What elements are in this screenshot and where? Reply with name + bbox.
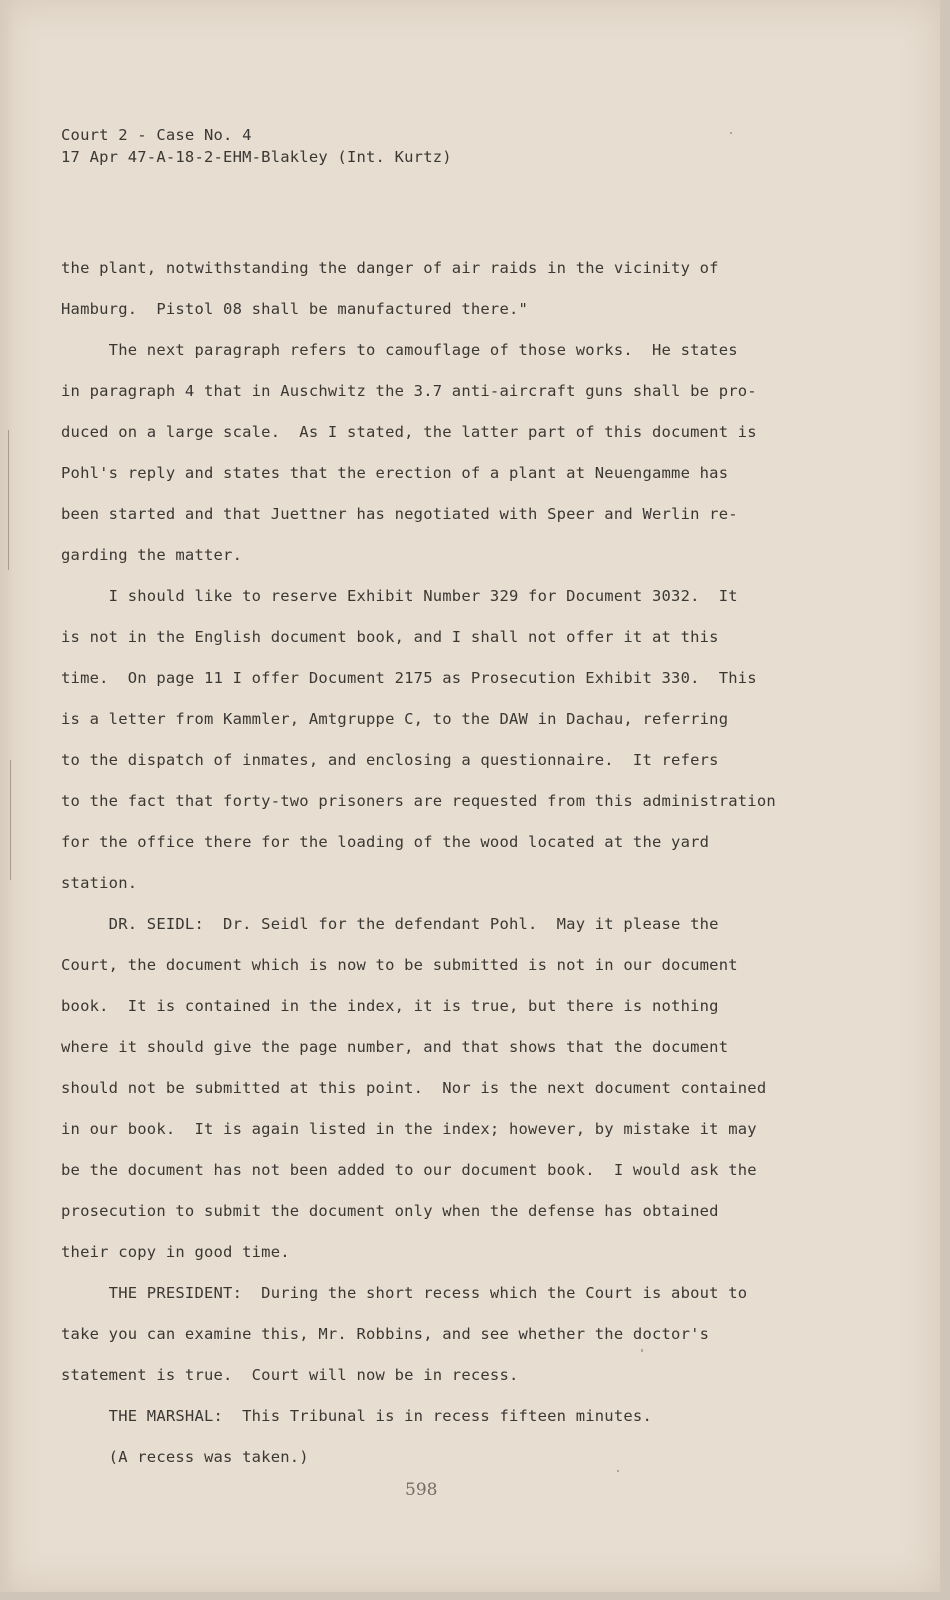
transcript-line-2: Hamburg. Pistol 08 shall be manufactured there." [61,300,529,318]
transcript-line-5: duced on a large scale. As I stated, the latter part of this document is [61,423,757,441]
transcript-line-22: in our book. It is again listed in the index; however, by mistake it may [61,1120,757,1138]
transcript-line-20: where it should give the page number, and that shows that the document [61,1038,729,1056]
transcript-line-13: to the dispatch of inmates, and enclosing a questionnaire. It refers [61,751,719,769]
paper-speck [617,1470,619,1472]
transcript-line-12: is a letter from Kammler, Amtgruppe C, to the DAW in Dachau, referring [61,710,729,728]
document-header [61,124,452,168]
transcript-line-6: Pohl's reply and states that the erection of a plant at Neuengamme has [61,464,729,482]
transcript-line-29: THE MARSHAL: This Tribunal is in recess fifteen minutes. [61,1407,652,1425]
transcript-body [61,248,891,1478]
transcript-line-30: (A recess was taken.) [61,1448,309,1466]
transcript-line-8: garding the matter. [61,546,243,564]
binding-edge-mark [8,430,9,570]
transcript-line-4: in paragraph 4 that in Auschwitz the 3.7 anti-aircraft guns shall be pro- [61,382,757,400]
paper-speck [730,132,732,134]
transcript-line-14: to the fact that forty-two prisoners are requested from this administration [61,792,776,810]
transcript-line-11: time. On page 11 I offer Document 2175 as Prosecution Exhibit 330. This [61,669,757,687]
transcript-line-19: book. It is contained in the index, it is true, but there is nothing [61,997,719,1015]
case-line: Court 2 - Case No. 4 [61,126,252,144]
transcript-line-1: the plant, notwithstanding the danger of air raids in the vicinity of [61,259,719,277]
transcript-line-10: is not in the English document book, and I shall not offer it at this [61,628,719,646]
transcript-line-9: I should like to reserve Exhibit Number 329 for Document 3032. It [61,587,738,605]
page-number: 598 [405,1480,438,1500]
transcript-line-16: station. [61,874,138,892]
transcript-line-7: been started and that Juettner has negotiated with Speer and Werlin re- [61,505,738,523]
transcript-line-25: their copy in good time. [61,1243,290,1261]
transcript-line-21: should not be submitted at this point. Nor is the next document contained [61,1079,767,1097]
transcript-line-15: for the office there for the loading of the wood located at the yard [61,833,710,851]
transcript-line-18: Court, the document which is now to be submitted is not in our document [61,956,738,974]
transcript-line-23: be the document has not been added to our document book. I would ask the [61,1161,757,1179]
transcript-line-28: statement is true. Court will now be in recess. [61,1366,519,1384]
transcript-line-3: The next paragraph refers to camouflage of those works. He states [61,341,738,359]
session-line: 17 Apr 47-A-18-2-EHM-Blakley (Int. Kurtz) [61,148,452,166]
paper-speck [641,1349,643,1352]
transcript-line-24: prosecution to submit the document only when the defense has obtained [61,1202,719,1220]
transcript-line-27: take you can examine this, Mr. Robbins, and see whether the doctor's [61,1325,710,1343]
binding-edge-mark [10,760,11,880]
transcript-line-26: THE PRESIDENT: During the short recess which the Court is about to [61,1284,748,1302]
transcript-line-17: DR. SEIDL: Dr. Seidl for the defendant Pohl. May it please the [61,915,719,933]
